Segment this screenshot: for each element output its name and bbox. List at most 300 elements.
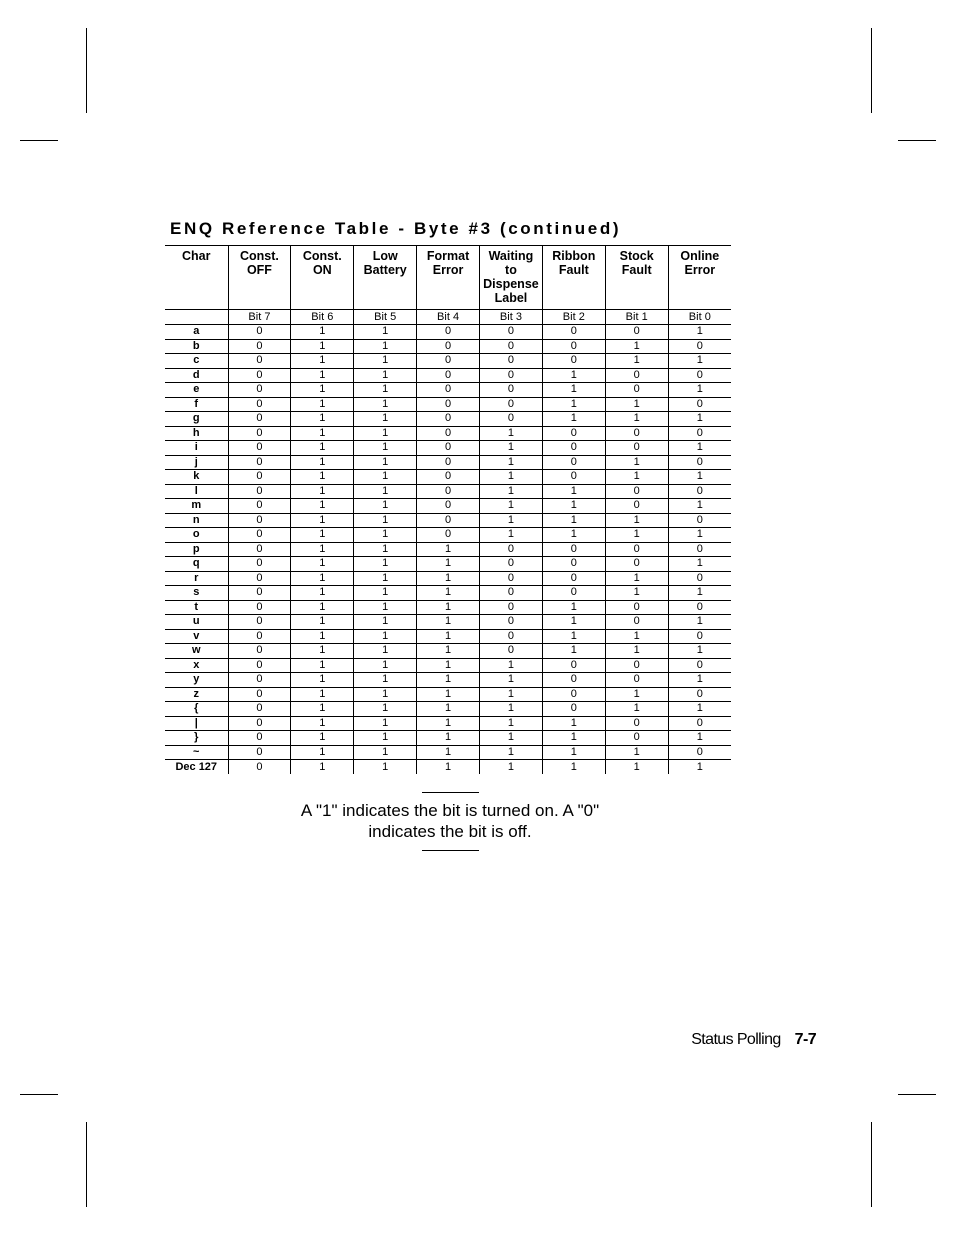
bit-cell: 0 [480, 383, 543, 398]
bit-cell: 0 [605, 615, 668, 630]
bit-cell: 1 [542, 760, 605, 775]
bit-cell: 1 [668, 760, 731, 775]
bit-cell: 1 [668, 702, 731, 717]
char-cell: w [165, 644, 228, 659]
bit-cell: 1 [480, 731, 543, 746]
bit-cell: 0 [668, 513, 731, 528]
bit-cell: 1 [354, 484, 417, 499]
bit-cell: 1 [542, 499, 605, 514]
bit-cell: 0 [480, 557, 543, 572]
bit-cell: 0 [417, 397, 480, 412]
bit-cell: 0 [228, 470, 291, 485]
bit-cell: 0 [417, 412, 480, 427]
bit-cell: 0 [668, 397, 731, 412]
table-row [165, 658, 731, 673]
table-title: ENQ Reference Table - Byte #3 (continued) [170, 219, 622, 238]
bit-cell: 0 [668, 687, 731, 702]
bit-cell: 1 [668, 586, 731, 601]
bit-cell: 1 [291, 658, 354, 673]
table-row [165, 673, 731, 688]
bit-cell: 1 [668, 499, 731, 514]
bit-cell: 1 [354, 441, 417, 456]
bit-cell: 1 [417, 687, 480, 702]
bit-cell: 1 [668, 557, 731, 572]
bit-cell: 0 [605, 383, 668, 398]
bit-cell: 0 [417, 441, 480, 456]
bit-cell: 0 [228, 455, 291, 470]
table-row [165, 557, 731, 572]
bit-cell: 1 [291, 644, 354, 659]
bit-cell: 1 [605, 397, 668, 412]
bit-cell: 1 [354, 571, 417, 586]
bit-cell: 1 [542, 731, 605, 746]
bit-note [250, 800, 650, 842]
bit-cell: 1 [605, 470, 668, 485]
column-header-line: Char [182, 249, 211, 263]
bit-cell: 1 [291, 470, 354, 485]
column-header [480, 246, 543, 310]
crop-mark [20, 1094, 58, 1095]
crop-mark [871, 28, 872, 113]
bit-cell: 1 [542, 615, 605, 630]
column-header-line: Ribbon [552, 249, 596, 263]
bit-cell: 1 [354, 339, 417, 354]
char-cell: } [165, 731, 228, 746]
bit-cell: 1 [354, 383, 417, 398]
bit-cell: 1 [354, 513, 417, 528]
char-cell: e [165, 383, 228, 398]
bit-cell: 0 [480, 354, 543, 369]
bit-cell: 1 [417, 716, 480, 731]
bit-cell: 0 [228, 426, 291, 441]
bit-cell: 0 [542, 339, 605, 354]
bit-cell: 0 [228, 368, 291, 383]
table-row [165, 571, 731, 586]
bit-cell: 1 [605, 745, 668, 760]
bit-cell: 1 [668, 412, 731, 427]
bit-cell: 0 [228, 571, 291, 586]
table-row [165, 325, 731, 340]
column-header-line: ON [312, 263, 332, 277]
bit-cell: 1 [542, 600, 605, 615]
bit-cell: 1 [354, 629, 417, 644]
bit-cell: 1 [480, 658, 543, 673]
bit-cell: 1 [542, 644, 605, 659]
bit-cell: 0 [668, 426, 731, 441]
bit-cell: 0 [605, 557, 668, 572]
char-cell: s [165, 586, 228, 601]
note-top-rule [422, 792, 479, 793]
char-cell: | [165, 716, 228, 731]
bit-label: Bit 4 [417, 310, 480, 325]
table-row [165, 702, 731, 717]
bit-cell: 0 [668, 716, 731, 731]
bit-cell: 1 [354, 760, 417, 775]
bit-cell: 1 [354, 528, 417, 543]
bit-cell: 0 [542, 354, 605, 369]
table-row [165, 354, 731, 369]
bit-cell: 0 [605, 426, 668, 441]
bit-cell: 1 [417, 731, 480, 746]
bit-cell: 0 [228, 499, 291, 514]
bit-cell: 1 [354, 397, 417, 412]
char-cell: p [165, 542, 228, 557]
bit-cell: 1 [668, 615, 731, 630]
bit-cell: 0 [480, 644, 543, 659]
bit-cell: 0 [417, 455, 480, 470]
bit-cell: 0 [417, 325, 480, 340]
bit-cell: 1 [605, 354, 668, 369]
page-number: 7-7 [794, 1031, 816, 1048]
char-cell: Dec 127 [175, 760, 218, 773]
char-cell: h [165, 426, 228, 441]
bit-cell: 0 [417, 339, 480, 354]
column-header-line: Label [494, 291, 528, 305]
bit-cell: 1 [291, 745, 354, 760]
bit-cell: 1 [354, 716, 417, 731]
bit-cell: 1 [668, 528, 731, 543]
bit-cell: 0 [668, 339, 731, 354]
bit-cell: 0 [542, 441, 605, 456]
bit-cell: 0 [480, 571, 543, 586]
bit-cell: 1 [480, 513, 543, 528]
char-cell: y [165, 673, 228, 688]
crop-mark [871, 1122, 872, 1207]
bit-cell: 1 [354, 673, 417, 688]
column-header-line: Const. [239, 249, 279, 263]
bit-cell: 1 [542, 368, 605, 383]
bit-cell: 1 [605, 513, 668, 528]
bit-cell: 1 [291, 760, 354, 775]
table-row [165, 542, 731, 557]
bit-cell: 1 [291, 542, 354, 557]
bit-cell: 1 [668, 673, 731, 688]
bit-cell: 1 [354, 542, 417, 557]
char-cell: a [165, 325, 228, 340]
column-header-line: Waiting [488, 249, 534, 263]
bit-cell: 0 [228, 412, 291, 427]
char-cell: o [165, 528, 228, 543]
bit-cell: 1 [417, 586, 480, 601]
bit-cell: 1 [605, 455, 668, 470]
bit-cell: 0 [417, 368, 480, 383]
bit-cell: 0 [417, 499, 480, 514]
table-row [165, 426, 731, 441]
column-header-line: to [505, 263, 517, 277]
bit-cell: 1 [291, 702, 354, 717]
column-header-line: OFF [246, 263, 272, 277]
table-row [165, 716, 731, 731]
bit-cell: 0 [228, 354, 291, 369]
bit-cell: 1 [480, 426, 543, 441]
bit-cell: 1 [354, 354, 417, 369]
bit-cell: 1 [480, 673, 543, 688]
bit-cell: 0 [605, 600, 668, 615]
bit-cell: 0 [542, 426, 605, 441]
bit-label: Bit 7 [228, 310, 291, 325]
bit-cell: 1 [354, 702, 417, 717]
char-cell: c [165, 354, 228, 369]
bit-cell: 1 [605, 412, 668, 427]
bit-cell: 0 [417, 383, 480, 398]
bit-cell: 1 [291, 513, 354, 528]
bit-cell: 1 [605, 339, 668, 354]
bit-cell: 1 [291, 716, 354, 731]
table-row [165, 368, 731, 383]
bit-cell: 0 [228, 687, 291, 702]
table-row [165, 731, 731, 746]
bit-cell: 1 [417, 629, 480, 644]
bit-cell: 1 [480, 441, 543, 456]
bit-cell: 1 [291, 368, 354, 383]
bit-cell: 1 [542, 528, 605, 543]
bit-cell: 0 [228, 702, 291, 717]
crop-mark [898, 140, 936, 141]
table-row [165, 397, 731, 412]
bit-cell: 0 [605, 441, 668, 456]
bit-cell: 0 [417, 354, 480, 369]
bit-cell: 0 [228, 484, 291, 499]
table-row [165, 629, 731, 644]
char-cell: n [165, 513, 228, 528]
bit-cell: 1 [291, 499, 354, 514]
table-row [165, 499, 731, 514]
bit-cell: 0 [668, 629, 731, 644]
bit-cell: 1 [417, 571, 480, 586]
bit-cell: 1 [542, 397, 605, 412]
bit-cell: 0 [417, 426, 480, 441]
char-cell: f [165, 397, 228, 412]
column-header [668, 246, 731, 310]
bit-cell: 1 [354, 658, 417, 673]
bit-cell: 1 [291, 615, 354, 630]
bit-cell: 0 [228, 658, 291, 673]
bit-cell: 0 [228, 716, 291, 731]
bit-cell: 0 [542, 687, 605, 702]
bit-cell: 0 [542, 586, 605, 601]
crop-mark [86, 1122, 87, 1207]
bit-cell: 1 [354, 586, 417, 601]
bit-label: Bit 1 [605, 310, 668, 325]
bit-cell: 0 [480, 397, 543, 412]
bit-cell: 1 [291, 397, 354, 412]
column-header-line: Low [372, 249, 398, 263]
column-header [291, 246, 354, 310]
crop-mark [86, 28, 87, 113]
bit-cell: 1 [668, 441, 731, 456]
table-row [165, 687, 731, 702]
bit-cell: 1 [291, 325, 354, 340]
bit-cell: 1 [354, 499, 417, 514]
bit-cell: 1 [542, 513, 605, 528]
char-cell: g [165, 412, 228, 427]
bit-cell: 1 [480, 702, 543, 717]
bit-cell: 1 [291, 687, 354, 702]
table-row [165, 528, 731, 543]
char-cell: b [165, 339, 228, 354]
table-row [165, 745, 731, 760]
bit-cell: 1 [354, 745, 417, 760]
table-row [165, 600, 731, 615]
bit-cell: 1 [480, 716, 543, 731]
column-header-line: Battery [363, 263, 407, 277]
column-header [605, 246, 668, 310]
bit-cell: 0 [542, 325, 605, 340]
bit-cell: 0 [228, 542, 291, 557]
bit-cell: 1 [291, 629, 354, 644]
bit-cell: 1 [605, 528, 668, 543]
bit-cell: 1 [480, 528, 543, 543]
bit-cell: 0 [605, 716, 668, 731]
bit-cell: 0 [228, 600, 291, 615]
column-header-line: Error [684, 263, 716, 277]
bit-cell: 1 [291, 455, 354, 470]
bit-cell: 0 [668, 745, 731, 760]
bit-cell: 0 [605, 658, 668, 673]
bit-cell: 0 [417, 513, 480, 528]
bit-cell: 1 [542, 484, 605, 499]
char-cell: l [165, 484, 228, 499]
bit-cell: 0 [480, 325, 543, 340]
bit-cell: 1 [605, 644, 668, 659]
bit-cell: 0 [228, 325, 291, 340]
bit-cell: 0 [605, 368, 668, 383]
bit-cell: 1 [291, 571, 354, 586]
column-header-line: Format [426, 249, 470, 263]
bit-cell: 1 [417, 760, 480, 775]
char-cell: v [165, 629, 228, 644]
char-cell: x [165, 658, 228, 673]
bit-cell: 0 [542, 470, 605, 485]
bit-cell: 0 [480, 542, 543, 557]
bit-cell: 0 [542, 702, 605, 717]
bit-label [165, 310, 228, 325]
column-header-line: Dispense [483, 277, 539, 291]
crop-mark [898, 1094, 936, 1095]
bit-cell: 0 [668, 484, 731, 499]
column-header-line: Stock [619, 249, 654, 263]
bit-cell: 0 [228, 441, 291, 456]
bit-label: Bit 0 [668, 310, 731, 325]
bit-cell: 1 [605, 687, 668, 702]
bit-cell: 1 [354, 325, 417, 340]
bit-cell: 1 [354, 470, 417, 485]
bit-cell: 1 [417, 615, 480, 630]
bit-cell: 0 [480, 586, 543, 601]
bit-cell: 0 [480, 629, 543, 644]
bit-cell: 0 [228, 513, 291, 528]
bit-label: Bit 2 [542, 310, 605, 325]
table-row [165, 513, 731, 528]
char-cell: u [165, 615, 228, 630]
crop-mark [20, 140, 58, 141]
bit-cell: 0 [668, 571, 731, 586]
bit-cell: 0 [480, 368, 543, 383]
header-row [165, 246, 731, 310]
bit-cell: 1 [542, 383, 605, 398]
bit-cell: 0 [480, 412, 543, 427]
bit-cell: 0 [605, 484, 668, 499]
table-row [165, 484, 731, 499]
table-row [165, 644, 731, 659]
footer-section-title: Status Polling [691, 1031, 781, 1048]
bit-cell: 1 [668, 383, 731, 398]
bit-cell: 0 [542, 673, 605, 688]
note-line-1: A "1" indicates the bit is turned on. A "0" [300, 801, 600, 820]
bit-cell: 1 [417, 557, 480, 572]
bit-cell: 1 [542, 716, 605, 731]
bit-cell: 1 [291, 426, 354, 441]
note-bottom-rule [422, 850, 479, 851]
char-cell: { [165, 702, 228, 717]
bit-cell: 0 [542, 542, 605, 557]
bit-cell: 1 [417, 600, 480, 615]
column-header [542, 246, 605, 310]
bit-cell: 0 [480, 600, 543, 615]
bit-cell: 1 [605, 571, 668, 586]
bit-cell: 1 [291, 484, 354, 499]
column-header [165, 246, 228, 310]
enq-reference-table [165, 245, 731, 774]
column-header [228, 246, 291, 310]
bit-cell: 1 [542, 745, 605, 760]
bit-cell: 0 [605, 731, 668, 746]
bit-cell: 1 [417, 745, 480, 760]
bit-cell: 1 [480, 760, 543, 775]
bit-cell: 1 [480, 687, 543, 702]
char-cell: ~ [165, 745, 228, 760]
bit-label: Bit 5 [354, 310, 417, 325]
bit-cell: 1 [291, 673, 354, 688]
bit-cell: 1 [542, 412, 605, 427]
bit-cell: 0 [228, 673, 291, 688]
char-cell: k [165, 470, 228, 485]
bit-cell: 0 [668, 542, 731, 557]
bit-cell: 1 [291, 528, 354, 543]
bit-cell: 1 [291, 586, 354, 601]
bit-cell: 0 [228, 760, 291, 775]
table-row [165, 412, 731, 427]
bit-cell: 1 [291, 441, 354, 456]
table-row [165, 586, 731, 601]
column-header-line: Fault [558, 263, 589, 277]
bit-cell: 0 [480, 615, 543, 630]
bit-cell: 1 [291, 339, 354, 354]
bit-cell: 1 [668, 354, 731, 369]
column-header [354, 246, 417, 310]
bit-cell: 1 [605, 702, 668, 717]
bit-cell: 0 [668, 455, 731, 470]
table-row [165, 383, 731, 398]
note-line-2: indicates the bit is off. [368, 822, 532, 841]
bit-cell: 0 [605, 499, 668, 514]
char-cell: m [165, 499, 228, 514]
bit-cell: 1 [668, 470, 731, 485]
bit-cell: 0 [480, 339, 543, 354]
char-cell: z [165, 687, 228, 702]
bit-cell: 1 [291, 731, 354, 746]
bit-cell: 1 [354, 368, 417, 383]
bit-cell: 0 [417, 528, 480, 543]
column-header-line: Error [432, 263, 464, 277]
bit-cell: 0 [542, 455, 605, 470]
char-cell: i [165, 441, 228, 456]
bit-cell: 1 [354, 615, 417, 630]
table-row [165, 615, 731, 630]
bit-cell: 1 [354, 557, 417, 572]
bit-cell: 1 [668, 731, 731, 746]
bit-cell: 0 [542, 557, 605, 572]
